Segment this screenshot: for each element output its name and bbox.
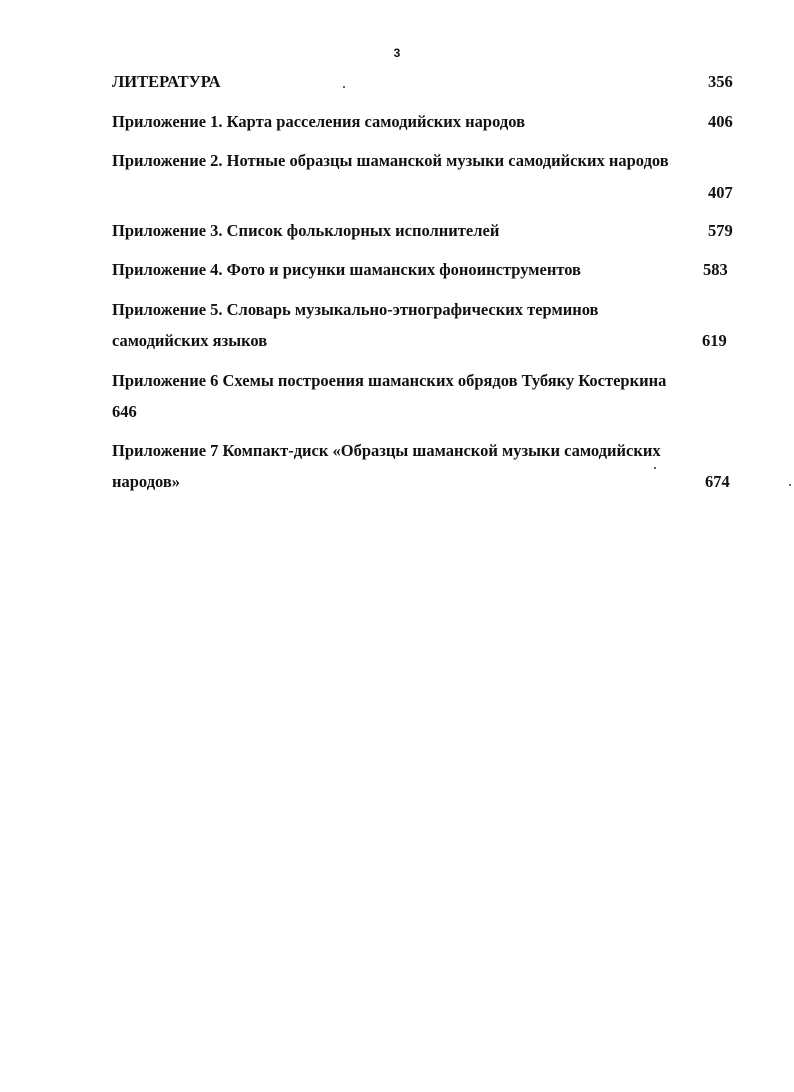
scan-speck	[654, 467, 656, 469]
scan-speck	[343, 86, 345, 88]
toc-entry-appendix-5-line-1[interactable]: Приложение 5. Словарь музыкально-этнографических терминов	[112, 300, 599, 319]
toc-page-appendix-1: 406	[708, 112, 733, 131]
toc-entry-appendix-1[interactable]: Приложение 1. Карта расселения самодийских народов	[112, 112, 525, 131]
page-number: 3	[393, 46, 401, 60]
toc-page-appendix-7: 674	[705, 472, 730, 491]
toc-entry-appendix-5-line-2[interactable]: самодийских языков	[112, 331, 268, 350]
toc-entry-literature[interactable]: ЛИТЕРАТУРА	[112, 72, 221, 91]
scan-speck	[789, 484, 791, 486]
toc-page-appendix-4: 583	[703, 260, 728, 279]
toc-page-appendix-3: 579	[708, 221, 733, 240]
toc-entry-appendix-6[interactable]: Приложение 6 Схемы построения шаманских обрядов Тубяку Костеркина	[112, 371, 667, 390]
toc-page-appendix-5: 619	[702, 331, 727, 350]
toc-page-appendix-2: 407	[708, 183, 733, 202]
toc-entry-appendix-2[interactable]: Приложение 2. Нотные образцы шаманской музыки самодийских народов	[112, 151, 669, 170]
toc-page-literature: 356	[708, 72, 733, 91]
toc-entry-appendix-7-line-1[interactable]: Приложение 7 Компакт-диск «Образцы шаманской музыки самодийских	[112, 441, 661, 460]
toc-entry-appendix-7-line-2[interactable]: народов»	[112, 472, 181, 491]
toc-entry-appendix-3[interactable]: Приложение 3. Список фольклорных исполнителей	[112, 221, 500, 240]
toc-page-appendix-6: 646	[112, 402, 137, 421]
toc-entry-appendix-4[interactable]: Приложение 4. Фото и рисунки шаманских фоноинструментов	[112, 260, 581, 279]
